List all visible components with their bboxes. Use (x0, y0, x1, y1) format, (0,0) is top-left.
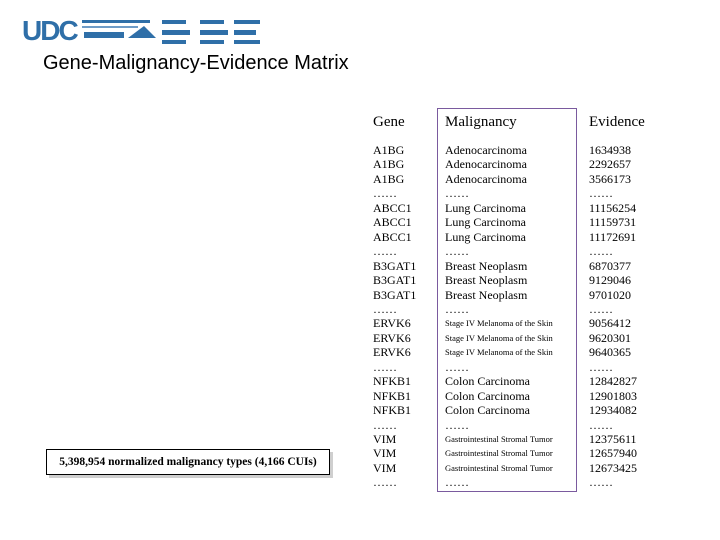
cell-evidence: 11159731 (589, 215, 637, 230)
cell-evidence: 1634938 (589, 143, 631, 157)
cell-evidence: 11172691 (589, 229, 637, 244)
page-title: Gene-Malignancy-Evidence Matrix (43, 52, 349, 74)
cell-malignancy: …… (445, 359, 469, 374)
cell-gene: B3GAT1 (373, 287, 417, 302)
cell-gene: …… (373, 475, 397, 490)
cell-evidence: 12375611 (589, 432, 637, 446)
cell-malignancy: Gastrointestinal Stromal Tumor (445, 434, 553, 444)
cell-gene: …… (373, 301, 397, 316)
cell-malignancy: Lung Carcinoma (445, 215, 526, 230)
cell-evidence: 9701020 (589, 287, 631, 302)
cell-evidence: …… (589, 244, 613, 259)
cell-evidence: 3566173 (589, 171, 631, 186)
cell-malignancy: Stage IV Melanoma of the Skin (445, 318, 553, 329)
cell-gene: A1BG (373, 171, 405, 186)
cell-malignancy: Colon Carcinoma (445, 403, 530, 418)
caption-box (46, 449, 330, 475)
cell-evidence: 12673425 (589, 460, 637, 475)
cell-evidence: …… (589, 359, 613, 374)
cell-malignancy: …… (445, 186, 469, 201)
cell-gene: …… (373, 186, 397, 201)
cell-evidence: 12901803 (589, 388, 637, 403)
cell-malignancy: …… (445, 417, 469, 432)
cell-gene: …… (373, 417, 397, 432)
cell-gene: VIM (373, 432, 397, 446)
cell-gene: NFKB1 (373, 374, 412, 389)
cell-gene: ABCC1 (373, 215, 412, 230)
cell-evidence: …… (589, 301, 613, 316)
caption-text: 5,398,954 normalized malignancy types (4,166 CUIs) (59, 456, 317, 468)
header-malignancy: Malignancy (445, 114, 517, 130)
cell-malignancy: Lung Carcinoma (445, 229, 526, 244)
cell-evidence: …… (589, 186, 613, 201)
cell-evidence: 11156254 (589, 200, 637, 215)
header-evidence: Evidence (589, 114, 645, 130)
cell-evidence: 9620301 (589, 330, 631, 345)
cell-malignancy: Breast Neoplasm (445, 273, 528, 288)
cell-malignancy: Gastrointestinal Stromal Tumor (445, 462, 553, 473)
header-gene: Gene (373, 114, 405, 130)
cell-gene: ABCC1 (373, 200, 412, 215)
cell-gene: ERVK6 (373, 316, 411, 331)
cell-gene: …… (373, 359, 397, 374)
cell-evidence: 9640365 (589, 345, 631, 360)
cell-gene: ABCC1 (373, 229, 412, 244)
cell-gene: ERVK6 (373, 345, 411, 360)
cell-malignancy: Stage IV Melanoma of the Skin (445, 347, 553, 358)
cell-evidence: 9056412 (589, 316, 631, 331)
cell-malignancy: …… (445, 301, 469, 316)
cell-gene: …… (373, 244, 397, 259)
cell-evidence: 9129046 (589, 273, 631, 288)
cell-malignancy: Gastrointestinal Stromal Tumor (445, 448, 553, 459)
cell-evidence: …… (589, 475, 613, 490)
cell-malignancy: Breast Neoplasm (445, 258, 528, 273)
cell-malignancy: Adenocarcinoma (445, 143, 527, 157)
cell-gene: B3GAT1 (373, 258, 417, 273)
cell-malignancy: Colon Carcinoma (445, 374, 530, 389)
cell-gene: A1BG (373, 157, 405, 172)
cell-gene: NFKB1 (373, 403, 412, 418)
cell-gene: NFKB1 (373, 388, 412, 403)
cell-malignancy: Stage IV Melanoma of the Skin (445, 332, 553, 343)
cell-malignancy: Adenocarcinoma (445, 171, 527, 186)
cell-gene: VIM (373, 460, 397, 475)
cell-gene: VIM (373, 446, 397, 461)
cell-gene: A1BG (373, 143, 405, 157)
cell-evidence: 12934082 (589, 403, 637, 418)
cell-gene: ERVK6 (373, 330, 411, 345)
cell-malignancy: Adenocarcinoma (445, 157, 527, 172)
cell-evidence: …… (589, 417, 613, 432)
cell-malignancy: …… (445, 475, 469, 490)
cell-malignancy: Colon Carcinoma (445, 388, 530, 403)
cell-malignancy: …… (445, 244, 469, 259)
cell-malignancy: Breast Neoplasm (445, 287, 528, 302)
cell-evidence: 12657940 (589, 446, 637, 461)
svg-text:UDC: UDC (22, 15, 77, 46)
cell-evidence: 2292657 (589, 157, 631, 172)
cell-evidence: 6870377 (589, 258, 631, 273)
cell-evidence: 12842827 (589, 374, 637, 389)
cell-malignancy: Lung Carcinoma (445, 200, 526, 215)
cell-gene: B3GAT1 (373, 273, 417, 288)
